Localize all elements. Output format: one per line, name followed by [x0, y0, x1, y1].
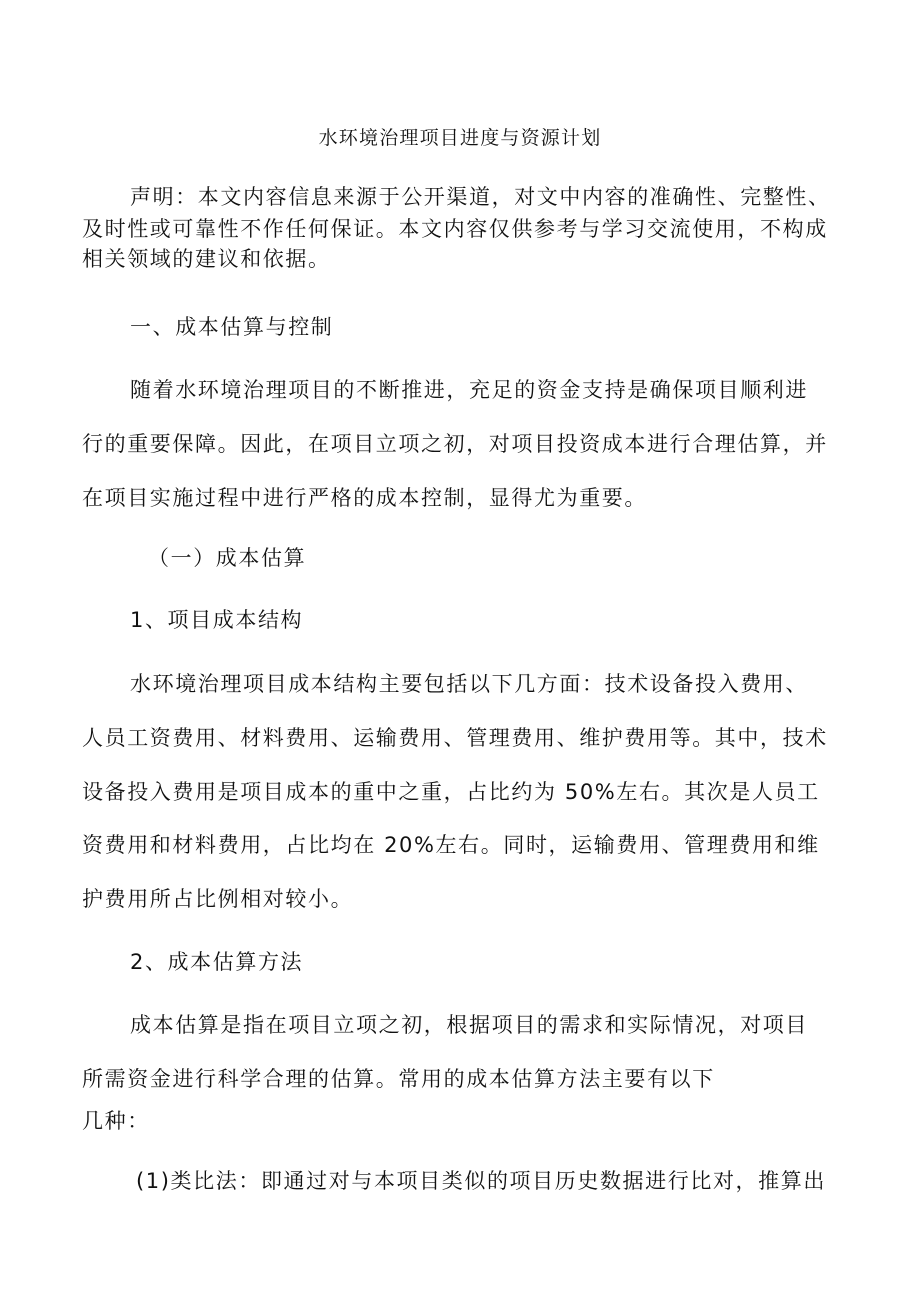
disclaimer-line-3: 相关领域的建议和依据。: [82, 247, 331, 271]
method-line-1: (1)类比法：即通过对与本项目类似的项目历史数据进行比对，推算出: [136, 1169, 826, 1193]
item-heading-1: 1、项目成本结构: [130, 608, 304, 632]
disclaimer-line-1: 声明：本文内容信息来源于公开渠道，对文中内容的准确性、完整性、: [130, 185, 831, 209]
section-intro-line-1: 随着水环境治理项目的不断推进，充足的资金支持是确保项目顺利进: [130, 378, 808, 402]
item1-body-line-2: 人员工资费用、材料费用、运输费用、管理费用、维护费用等。其中，技术: [82, 726, 828, 750]
section-heading: 一、成本估算与控制: [130, 315, 334, 339]
section-intro-line-2: 行的重要保障。因此，在项目立项之初，对项目投资成本进行合理估算，并: [82, 432, 828, 456]
item2-body-line-3: 几种：: [82, 1109, 150, 1133]
document-title: 水环境治理项目进度与资源计划: [318, 127, 602, 149]
item1-body-line-4: 资费用和材料费用，占比均在 20%左右。同时，运输费用、管理费用和维: [82, 833, 820, 857]
item2-body-line-2: 所需资金进行科学合理的估算。常用的成本估算方法主要有以下: [82, 1067, 715, 1091]
disclaimer-line-2: 及时性或可靠性不作任何保证。本文内容仅供参考与学习交流使用，不构成: [82, 217, 828, 241]
item2-body-line-1: 成本估算是指在项目立项之初，根据项目的需求和实际情况，对项目: [130, 1013, 808, 1037]
item1-body-line-1: 水环境治理项目成本结构主要包括以下几方面：技术设备投入费用、: [130, 672, 808, 696]
item-heading-2: 2、成本估算方法: [130, 950, 304, 974]
section-intro-line-3: 在项目实施过程中进行严格的成本控制，显得尤为重要。: [82, 486, 647, 510]
subsection-heading: （一）成本估算: [148, 546, 307, 570]
item1-body-line-5: 护费用所占比例相对较小。: [82, 887, 354, 911]
item1-body-line-3: 设备投入费用是项目成本的重中之重，占比约为 50%左右。其次是人员工: [82, 780, 820, 804]
